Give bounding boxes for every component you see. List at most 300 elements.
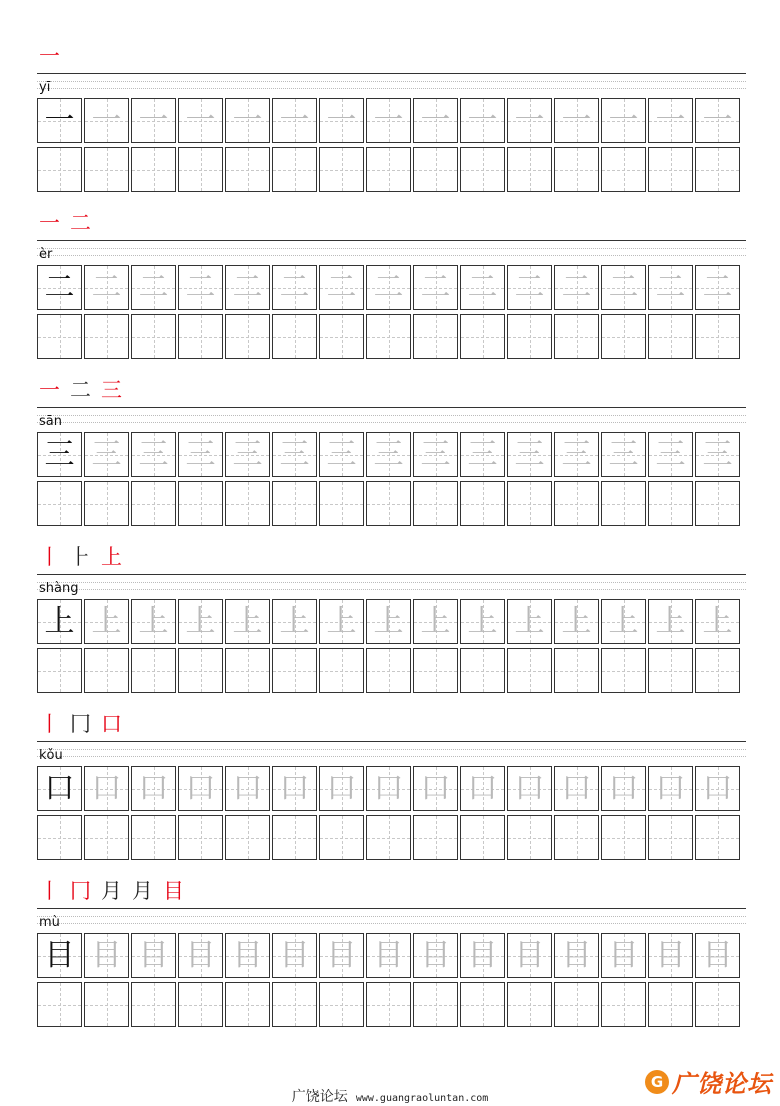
trace-character: 上 [373, 603, 404, 639]
grid-cell[interactable] [84, 982, 129, 1027]
grid-cell[interactable] [131, 265, 176, 310]
grid-cell[interactable] [648, 147, 693, 192]
grid-cell[interactable] [460, 815, 505, 860]
trace-character: 一 [655, 102, 686, 138]
grid-cell[interactable] [507, 147, 552, 192]
grid-cell[interactable] [319, 982, 364, 1027]
trace-character: 上 [561, 603, 592, 639]
grid-cell[interactable] [131, 815, 176, 860]
grid-cell[interactable] [131, 982, 176, 1027]
grid-cell[interactable] [695, 982, 740, 1027]
grid-cell[interactable] [84, 815, 129, 860]
grid-cell[interactable] [554, 766, 599, 811]
grid-cell[interactable] [507, 98, 552, 143]
grid-cell[interactable] [272, 98, 317, 143]
trace-character: 上 [420, 603, 451, 639]
pinyin-label: shàng [39, 581, 79, 596]
stroke-step: 冂 [70, 878, 91, 903]
char-section [37, 207, 746, 367]
trace-character: 一 [91, 102, 122, 138]
grid-cell[interactable] [84, 599, 129, 644]
model-character: 上 [44, 603, 75, 639]
grid-cell[interactable] [554, 599, 599, 644]
grid-cell[interactable] [554, 481, 599, 526]
trace-character: 口 [185, 770, 216, 806]
pinyin-label: kǒu [39, 748, 63, 763]
grid-cell[interactable] [131, 314, 176, 359]
trace-character: 三 [91, 436, 122, 472]
trace-character: 口 [420, 770, 451, 806]
grid-cell[interactable] [37, 933, 82, 978]
footer-url: www.guangraoluntan.com [355, 1093, 489, 1104]
grid-cell[interactable] [460, 599, 505, 644]
stroke-order [39, 374, 122, 406]
section-rule [37, 240, 746, 241]
trace-character: 口 [702, 770, 733, 806]
trace-row [37, 432, 740, 477]
grid-cell[interactable] [366, 432, 411, 477]
grid-cell[interactable] [554, 265, 599, 310]
trace-character: 口 [373, 770, 404, 806]
grid-cell[interactable] [601, 599, 646, 644]
grid-cell[interactable] [413, 147, 458, 192]
trace-character: 二 [91, 269, 122, 305]
grid-cell[interactable] [648, 432, 693, 477]
grid-cell[interactable] [554, 982, 599, 1027]
grid-cell[interactable] [178, 599, 223, 644]
grid-cell[interactable] [178, 481, 223, 526]
grid-cell[interactable] [554, 147, 599, 192]
trace-character: 口 [91, 770, 122, 806]
grid-cell[interactable] [178, 314, 223, 359]
trace-character: 三 [232, 436, 263, 472]
grid-cell[interactable] [648, 766, 693, 811]
blank-row [37, 648, 740, 693]
trace-character: 二 [702, 269, 733, 305]
stroke-order [39, 207, 91, 239]
grid-cell[interactable] [37, 648, 82, 693]
stroke-step: 目 [163, 878, 184, 903]
grid-cell[interactable] [460, 766, 505, 811]
grid-cell[interactable] [413, 648, 458, 693]
grid-cell[interactable] [695, 98, 740, 143]
blank-row [37, 481, 740, 526]
trace-character: 上 [608, 603, 639, 639]
grid-cell[interactable] [178, 815, 223, 860]
blank-row [37, 982, 740, 1027]
grid-cell[interactable] [507, 432, 552, 477]
trace-row [37, 98, 740, 143]
grid-cell[interactable] [37, 314, 82, 359]
pinyin-label: èr [39, 247, 53, 262]
trace-character: 上 [702, 603, 733, 639]
grid-cell[interactable] [178, 265, 223, 310]
trace-character: 二 [279, 269, 310, 305]
grid-cell[interactable] [507, 648, 552, 693]
grid-cell[interactable] [601, 815, 646, 860]
pinyin-guide-line [37, 88, 746, 89]
grid-cell[interactable] [319, 147, 364, 192]
trace-character: 目 [561, 937, 592, 973]
trace-character: 一 [279, 102, 310, 138]
grid-cell[interactable] [178, 648, 223, 693]
grid-cell[interactable] [37, 599, 82, 644]
grid-cell[interactable] [178, 766, 223, 811]
grid-cell[interactable] [695, 481, 740, 526]
grid-cell[interactable] [601, 481, 646, 526]
grid-cell[interactable] [460, 648, 505, 693]
grid-cell[interactable] [695, 815, 740, 860]
trace-character: 上 [185, 603, 216, 639]
grid-cell[interactable] [507, 599, 552, 644]
pinyin-guide-line [37, 248, 746, 249]
grid-cell[interactable] [319, 933, 364, 978]
grid-cell[interactable] [178, 982, 223, 1027]
trace-character: 三 [185, 436, 216, 472]
grid-cell[interactable] [131, 933, 176, 978]
grid-cell[interactable] [648, 982, 693, 1027]
grid-cell[interactable] [413, 933, 458, 978]
stroke-step: 口 [101, 711, 122, 736]
grid-cell[interactable] [648, 265, 693, 310]
grid-cell[interactable] [37, 766, 82, 811]
grid-cell[interactable] [84, 648, 129, 693]
grid-cell[interactable] [601, 766, 646, 811]
grid-cell[interactable] [319, 481, 364, 526]
grid-cell[interactable] [554, 314, 599, 359]
grid-cell[interactable] [366, 147, 411, 192]
grid-cell[interactable] [601, 98, 646, 143]
grid-cell[interactable] [601, 314, 646, 359]
trace-character: 目 [91, 937, 122, 973]
stroke-step: 冂 [70, 711, 91, 736]
grid-cell[interactable] [507, 314, 552, 359]
section-rule [37, 741, 746, 742]
grid-cell[interactable] [225, 982, 270, 1027]
grid-cell[interactable] [319, 265, 364, 310]
grid-cell[interactable] [366, 481, 411, 526]
grid-cell[interactable] [366, 982, 411, 1027]
grid-cell[interactable] [601, 432, 646, 477]
trace-character: 口 [467, 770, 498, 806]
grid-cell[interactable] [319, 815, 364, 860]
grid-cell[interactable] [272, 982, 317, 1027]
grid-cell[interactable] [413, 815, 458, 860]
grid-cell[interactable] [225, 766, 270, 811]
grid-cell[interactable] [225, 314, 270, 359]
stroke-step: 二 [70, 377, 91, 402]
grid-cell[interactable] [225, 147, 270, 192]
grid-cell[interactable] [648, 481, 693, 526]
grid-cell[interactable] [413, 982, 458, 1027]
grid-cell[interactable] [460, 265, 505, 310]
trace-character: 上 [91, 603, 122, 639]
trace-character: 一 [702, 102, 733, 138]
trace-character: 二 [232, 269, 263, 305]
grid-cell[interactable] [460, 481, 505, 526]
grid-cell[interactable] [319, 766, 364, 811]
grid-cell[interactable] [225, 599, 270, 644]
grid-cell[interactable] [225, 98, 270, 143]
grid-cell[interactable] [131, 766, 176, 811]
trace-character: 一 [467, 102, 498, 138]
pinyin-label: sān [39, 414, 62, 429]
grid-cell[interactable] [507, 933, 552, 978]
trace-row [37, 599, 740, 644]
trace-character: 三 [514, 436, 545, 472]
grid-cell[interactable] [413, 265, 458, 310]
grid-cell[interactable] [131, 98, 176, 143]
trace-character: 三 [702, 436, 733, 472]
grid-cell[interactable] [272, 481, 317, 526]
blank-row [37, 314, 740, 359]
char-section [37, 40, 746, 200]
trace-character: 二 [185, 269, 216, 305]
grid-cell[interactable] [84, 432, 129, 477]
trace-character: 口 [279, 770, 310, 806]
char-section [37, 875, 746, 1035]
grid-cell[interactable] [507, 766, 552, 811]
trace-character: 上 [467, 603, 498, 639]
stroke-step: ⺊ [70, 544, 91, 569]
grid-cell[interactable] [366, 314, 411, 359]
grid-cell[interactable] [84, 481, 129, 526]
stroke-step: 一 [39, 210, 60, 235]
grid-cell[interactable] [366, 933, 411, 978]
grid-cell[interactable] [601, 147, 646, 192]
trace-character: 目 [138, 937, 169, 973]
grid-cell[interactable] [695, 648, 740, 693]
grid-cell[interactable] [272, 599, 317, 644]
grid-cell[interactable] [178, 98, 223, 143]
grid-cell[interactable] [37, 265, 82, 310]
trace-character: 目 [608, 937, 639, 973]
grid-cell[interactable] [601, 648, 646, 693]
trace-character: 二 [326, 269, 357, 305]
grid-cell[interactable] [413, 314, 458, 359]
grid-cell[interactable] [695, 766, 740, 811]
grid-cell[interactable] [554, 98, 599, 143]
grid-cell[interactable] [695, 599, 740, 644]
pinyin-guide-line [37, 582, 746, 583]
grid-cell[interactable] [648, 314, 693, 359]
trace-character: 三 [655, 436, 686, 472]
grid-cell[interactable] [131, 599, 176, 644]
trace-character: 目 [420, 937, 451, 973]
trace-character: 三 [326, 436, 357, 472]
trace-character: 三 [608, 436, 639, 472]
grid-cell[interactable] [507, 815, 552, 860]
grid-cell[interactable] [272, 314, 317, 359]
grid-cell[interactable] [84, 766, 129, 811]
grid-cell[interactable] [225, 432, 270, 477]
stroke-step: 丨 [39, 711, 60, 736]
grid-cell[interactable] [695, 933, 740, 978]
stroke-order [39, 708, 122, 740]
pinyin-label: mù [39, 915, 60, 930]
pinyin-guide-line [37, 749, 746, 750]
stroke-step: 一 [39, 377, 60, 402]
grid-cell[interactable] [366, 766, 411, 811]
stroke-step: 月 [101, 878, 122, 903]
grid-cell[interactable] [648, 98, 693, 143]
trace-character: 二 [561, 269, 592, 305]
grid-cell[interactable] [601, 933, 646, 978]
trace-character: 目 [232, 937, 263, 973]
grid-cell[interactable] [413, 599, 458, 644]
trace-character: 目 [279, 937, 310, 973]
grid-cell[interactable] [319, 648, 364, 693]
trace-character: 口 [655, 770, 686, 806]
model-character: 三 [44, 436, 75, 472]
grid-cell[interactable] [84, 147, 129, 192]
trace-character: 目 [326, 937, 357, 973]
grid-cell[interactable] [272, 815, 317, 860]
grid-cell[interactable] [131, 147, 176, 192]
grid-cell[interactable] [225, 933, 270, 978]
grid-cell[interactable] [131, 432, 176, 477]
stroke-order [39, 40, 60, 72]
grid-cell[interactable] [601, 265, 646, 310]
grid-cell[interactable] [272, 432, 317, 477]
grid-cell[interactable] [507, 265, 552, 310]
trace-character: 上 [138, 603, 169, 639]
grid-cell[interactable] [84, 265, 129, 310]
grid-cell[interactable] [460, 314, 505, 359]
grid-cell[interactable] [366, 265, 411, 310]
pinyin-guide-line [37, 756, 746, 757]
grid-cell[interactable] [84, 314, 129, 359]
stroke-step: 二 [70, 210, 91, 235]
grid-cell[interactable] [272, 933, 317, 978]
blank-row [37, 815, 740, 860]
grid-cell[interactable] [460, 982, 505, 1027]
grid-cell[interactable] [648, 648, 693, 693]
grid-cell[interactable] [695, 265, 740, 310]
site-logo [645, 1064, 772, 1099]
grid-cell[interactable] [37, 147, 82, 192]
grid-cell[interactable] [84, 933, 129, 978]
trace-character: 目 [702, 937, 733, 973]
grid-cell[interactable] [695, 314, 740, 359]
trace-character: 一 [514, 102, 545, 138]
trace-character: 三 [279, 436, 310, 472]
grid-cell[interactable] [225, 815, 270, 860]
blank-row [37, 147, 740, 192]
grid-cell[interactable] [695, 432, 740, 477]
trace-character: 一 [326, 102, 357, 138]
grid-cell[interactable] [225, 265, 270, 310]
pinyin-label: yī [39, 80, 51, 95]
grid-cell[interactable] [366, 815, 411, 860]
grid-cell[interactable] [413, 481, 458, 526]
grid-cell[interactable] [37, 432, 82, 477]
logo-text: 广饶论坛 [672, 1070, 772, 1098]
grid-cell[interactable] [37, 982, 82, 1027]
model-character: 目 [44, 937, 75, 973]
grid-cell[interactable] [648, 815, 693, 860]
trace-character: 上 [279, 603, 310, 639]
trace-character: 三 [420, 436, 451, 472]
grid-cell[interactable] [225, 481, 270, 526]
grid-cell[interactable] [37, 481, 82, 526]
trace-character: 一 [138, 102, 169, 138]
grid-cell[interactable] [554, 933, 599, 978]
grid-cell[interactable] [601, 982, 646, 1027]
grid-cell[interactable] [460, 98, 505, 143]
grid-cell[interactable] [366, 599, 411, 644]
grid-cell[interactable] [37, 98, 82, 143]
grid-cell[interactable] [319, 432, 364, 477]
trace-character: 三 [561, 436, 592, 472]
grid-cell[interactable] [507, 481, 552, 526]
trace-character: 二 [373, 269, 404, 305]
trace-character: 三 [138, 436, 169, 472]
grid-cell[interactable] [366, 98, 411, 143]
grid-cell[interactable] [272, 147, 317, 192]
trace-character: 上 [232, 603, 263, 639]
grid-cell[interactable] [131, 481, 176, 526]
model-character: 二 [44, 269, 75, 305]
grid-cell[interactable] [413, 766, 458, 811]
grid-cell[interactable] [178, 432, 223, 477]
grid-cell[interactable] [554, 648, 599, 693]
pinyin-guide-line [37, 923, 746, 924]
grid-cell[interactable] [178, 933, 223, 978]
trace-character: 二 [420, 269, 451, 305]
section-rule [37, 73, 746, 74]
grid-cell[interactable] [648, 933, 693, 978]
grid-cell[interactable] [272, 766, 317, 811]
grid-cell[interactable] [225, 648, 270, 693]
grid-cell[interactable] [272, 265, 317, 310]
stroke-step: 丨 [39, 544, 60, 569]
grid-cell[interactable] [84, 98, 129, 143]
grid-cell[interactable] [460, 432, 505, 477]
grid-cell[interactable] [131, 648, 176, 693]
grid-cell[interactable] [178, 147, 223, 192]
grid-cell[interactable] [554, 815, 599, 860]
grid-cell[interactable] [460, 933, 505, 978]
grid-cell[interactable] [37, 815, 82, 860]
trace-character: 口 [326, 770, 357, 806]
char-section [37, 708, 746, 868]
grid-cell[interactable] [460, 147, 505, 192]
grid-cell[interactable] [507, 982, 552, 1027]
grid-cell[interactable] [554, 432, 599, 477]
grid-cell[interactable] [413, 98, 458, 143]
grid-cell[interactable] [272, 648, 317, 693]
grid-cell[interactable] [366, 648, 411, 693]
grid-cell[interactable] [648, 599, 693, 644]
grid-cell[interactable] [413, 432, 458, 477]
trace-character: 一 [232, 102, 263, 138]
trace-character: 二 [655, 269, 686, 305]
trace-character: 目 [514, 937, 545, 973]
trace-character: 二 [467, 269, 498, 305]
trace-character: 口 [514, 770, 545, 806]
trace-character: 二 [608, 269, 639, 305]
grid-cell[interactable] [695, 147, 740, 192]
grid-cell[interactable] [319, 98, 364, 143]
char-section [37, 374, 746, 534]
grid-cell[interactable] [319, 599, 364, 644]
trace-character: 二 [514, 269, 545, 305]
stroke-step: 三 [101, 377, 122, 402]
trace-character: 上 [514, 603, 545, 639]
grid-cell[interactable] [319, 314, 364, 359]
stroke-step: 月 [132, 878, 153, 903]
